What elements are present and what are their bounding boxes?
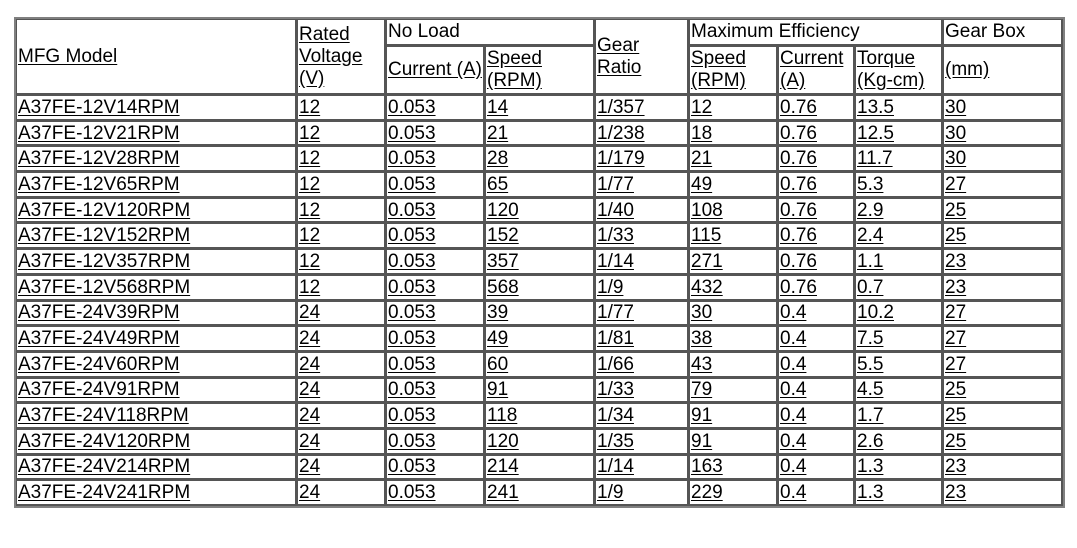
cell-no-load-speed: 152 [485,223,595,249]
cell-no-load-speed: 241 [485,480,595,506]
header-gear-box: Gear Box [943,19,1063,46]
table-row [16,198,1063,224]
header-max-efficiency: Maximum Efficiency [689,19,943,46]
cell-max-eff-torque: 1.7 [855,403,943,429]
header-max-eff-speed: Speed (RPM) [689,46,778,95]
cell-no-load-speed: 91 [485,378,595,404]
cell-rated-voltage: 24 [297,301,386,327]
cell-gear-box: 23 [943,249,1063,275]
cell-max-eff-current: 0.4 [778,403,855,429]
cell-max-eff-speed: 271 [689,249,778,275]
cell-max-eff-current: 0.76 [778,198,855,224]
cell-gear-box: 25 [943,429,1063,455]
cell-no-load-current: 0.053 [386,121,485,147]
cell-gear-box: 23 [943,480,1063,506]
cell-no-load-current: 0.053 [386,429,485,455]
cell-gear-box: 27 [943,172,1063,198]
cell-no-load-current: 0.053 [386,95,485,121]
cell-max-eff-torque: 1.3 [855,480,943,506]
cell-rated-voltage: 24 [297,403,386,429]
cell-model: A37FE-24V214RPM [16,455,297,481]
table-row [16,455,1063,481]
cell-no-load-current: 0.053 [386,480,485,506]
table-row [16,403,1063,429]
cell-max-eff-current: 0.76 [778,249,855,275]
table-body [16,95,1063,506]
cell-no-load-speed: 120 [485,429,595,455]
cell-gear-ratio: 1/35 [595,429,689,455]
cell-rated-voltage: 12 [297,249,386,275]
cell-no-load-current: 0.053 [386,403,485,429]
cell-max-eff-current: 0.4 [778,378,855,404]
spec-table-container [14,17,1065,508]
cell-max-eff-torque: 2.4 [855,223,943,249]
cell-max-eff-speed: 30 [689,301,778,327]
cell-max-eff-current: 0.76 [778,172,855,198]
cell-gear-box: 25 [943,378,1063,404]
cell-max-eff-speed: 432 [689,275,778,301]
cell-gear-ratio: 1/9 [595,480,689,506]
cell-model: A37FE-12V14RPM [16,95,297,121]
cell-gear-ratio: 1/40 [595,198,689,224]
cell-gear-box: 30 [943,146,1063,172]
cell-rated-voltage: 12 [297,95,386,121]
table-row [16,275,1063,301]
cell-no-load-speed: 568 [485,275,595,301]
cell-max-eff-current: 0.4 [778,455,855,481]
cell-no-load-current: 0.053 [386,146,485,172]
cell-no-load-current: 0.053 [386,455,485,481]
table-row [16,378,1063,404]
table-row [16,326,1063,352]
header-gear-ratio: Gear Ratio [595,19,689,95]
table-row [16,121,1063,147]
cell-max-eff-speed: 21 [689,146,778,172]
cell-max-eff-current: 0.4 [778,326,855,352]
table-row [16,249,1063,275]
cell-model: A37FE-12V152RPM [16,223,297,249]
cell-gear-box: 25 [943,403,1063,429]
cell-max-eff-torque: 2.9 [855,198,943,224]
cell-rated-voltage: 12 [297,198,386,224]
cell-no-load-speed: 60 [485,352,595,378]
cell-max-eff-speed: 18 [689,121,778,147]
cell-max-eff-speed: 79 [689,378,778,404]
cell-rated-voltage: 24 [297,429,386,455]
cell-model: A37FE-12V120RPM [16,198,297,224]
cell-no-load-current: 0.053 [386,301,485,327]
header-gear-box-unit: (mm) [943,46,1063,95]
cell-rated-voltage: 12 [297,121,386,147]
cell-max-eff-torque: 13.5 [855,95,943,121]
cell-rated-voltage: 24 [297,455,386,481]
cell-gear-ratio: 1/9 [595,275,689,301]
cell-rated-voltage: 24 [297,378,386,404]
cell-max-eff-current: 0.4 [778,301,855,327]
cell-rated-voltage: 12 [297,146,386,172]
cell-max-eff-speed: 38 [689,326,778,352]
cell-max-eff-current: 0.76 [778,146,855,172]
cell-no-load-speed: 65 [485,172,595,198]
cell-max-eff-speed: 163 [689,455,778,481]
cell-no-load-speed: 214 [485,455,595,481]
cell-rated-voltage: 24 [297,352,386,378]
cell-gear-ratio: 1/66 [595,352,689,378]
cell-model: A37FE-24V49RPM [16,326,297,352]
cell-no-load-current: 0.053 [386,249,485,275]
cell-gear-ratio: 1/14 [595,249,689,275]
header-no-load: No Load [386,19,595,46]
cell-model: A37FE-12V357RPM [16,249,297,275]
cell-no-load-current: 0.053 [386,352,485,378]
cell-gear-box: 25 [943,198,1063,224]
motor-spec-table [14,17,1065,508]
cell-model: A37FE-24V39RPM [16,301,297,327]
header-max-eff-torque: Torque (Kg-cm) [855,46,943,95]
cell-gear-box: 27 [943,301,1063,327]
cell-max-eff-torque: 10.2 [855,301,943,327]
header-no-load-current: Current (A) [386,46,485,95]
cell-gear-box: 23 [943,455,1063,481]
cell-max-eff-torque: 5.5 [855,352,943,378]
cell-max-eff-speed: 91 [689,403,778,429]
cell-no-load-speed: 49 [485,326,595,352]
cell-no-load-speed: 14 [485,95,595,121]
cell-max-eff-torque: 7.5 [855,326,943,352]
cell-model: A37FE-12V568RPM [16,275,297,301]
cell-max-eff-current: 0.76 [778,95,855,121]
cell-max-eff-torque: 5.3 [855,172,943,198]
cell-model: A37FE-12V21RPM [16,121,297,147]
cell-max-eff-current: 0.4 [778,429,855,455]
cell-rated-voltage: 12 [297,172,386,198]
cell-no-load-current: 0.053 [386,326,485,352]
cell-max-eff-torque: 0.7 [855,275,943,301]
cell-rated-voltage: 24 [297,480,386,506]
table-row [16,223,1063,249]
cell-gear-ratio: 1/81 [595,326,689,352]
cell-max-eff-speed: 49 [689,172,778,198]
cell-no-load-speed: 21 [485,121,595,147]
table-row [16,429,1063,455]
cell-model: A37FE-12V28RPM [16,146,297,172]
cell-max-eff-speed: 12 [689,95,778,121]
cell-max-eff-speed: 91 [689,429,778,455]
cell-no-load-current: 0.053 [386,223,485,249]
cell-no-load-current: 0.053 [386,275,485,301]
cell-gear-box: 27 [943,352,1063,378]
cell-no-load-current: 0.053 [386,378,485,404]
table-row [16,480,1063,506]
header-model: MFG Model [16,19,297,95]
cell-gear-box: 25 [943,223,1063,249]
cell-rated-voltage: 12 [297,223,386,249]
cell-max-eff-torque: 12.5 [855,121,943,147]
cell-max-eff-torque: 2.6 [855,429,943,455]
table-row [16,352,1063,378]
cell-gear-ratio: 1/34 [595,403,689,429]
cell-max-eff-torque: 11.7 [855,146,943,172]
cell-gear-ratio: 1/77 [595,172,689,198]
header-no-load-speed: Speed (RPM) [485,46,595,95]
cell-gear-ratio: 1/238 [595,121,689,147]
cell-gear-ratio: 1/14 [595,455,689,481]
cell-model: A37FE-24V60RPM [16,352,297,378]
table-row [16,301,1063,327]
cell-model: A37FE-24V241RPM [16,480,297,506]
cell-rated-voltage: 24 [297,326,386,352]
cell-gear-ratio: 1/33 [595,223,689,249]
cell-model: A37FE-24V118RPM [16,403,297,429]
cell-max-eff-current: 0.4 [778,480,855,506]
cell-gear-ratio: 1/179 [595,146,689,172]
cell-model: A37FE-12V65RPM [16,172,297,198]
cell-gear-ratio: 1/33 [595,378,689,404]
cell-max-eff-torque: 1.3 [855,455,943,481]
cell-no-load-speed: 28 [485,146,595,172]
cell-gear-box: 30 [943,95,1063,121]
cell-no-load-speed: 39 [485,301,595,327]
table-row [16,146,1063,172]
header-max-eff-current: Current (A) [778,46,855,95]
cell-max-eff-speed: 43 [689,352,778,378]
cell-gear-ratio: 1/357 [595,95,689,121]
cell-gear-box: 27 [943,326,1063,352]
cell-max-eff-current: 0.4 [778,352,855,378]
cell-gear-box: 23 [943,275,1063,301]
cell-model: A37FE-24V91RPM [16,378,297,404]
cell-max-eff-torque: 4.5 [855,378,943,404]
cell-max-eff-speed: 115 [689,223,778,249]
table-row [16,95,1063,121]
cell-no-load-speed: 357 [485,249,595,275]
header-rated-voltage: Rated Voltage (V) [297,19,386,95]
cell-max-eff-speed: 108 [689,198,778,224]
cell-max-eff-speed: 229 [689,480,778,506]
cell-max-eff-current: 0.76 [778,121,855,147]
cell-no-load-current: 0.053 [386,198,485,224]
cell-max-eff-current: 0.76 [778,275,855,301]
cell-max-eff-torque: 1.1 [855,249,943,275]
cell-gear-box: 30 [943,121,1063,147]
cell-no-load-current: 0.053 [386,172,485,198]
cell-max-eff-current: 0.76 [778,223,855,249]
cell-no-load-speed: 118 [485,403,595,429]
cell-no-load-speed: 120 [485,198,595,224]
cell-gear-ratio: 1/77 [595,301,689,327]
cell-rated-voltage: 12 [297,275,386,301]
cell-model: A37FE-24V120RPM [16,429,297,455]
table-row [16,172,1063,198]
